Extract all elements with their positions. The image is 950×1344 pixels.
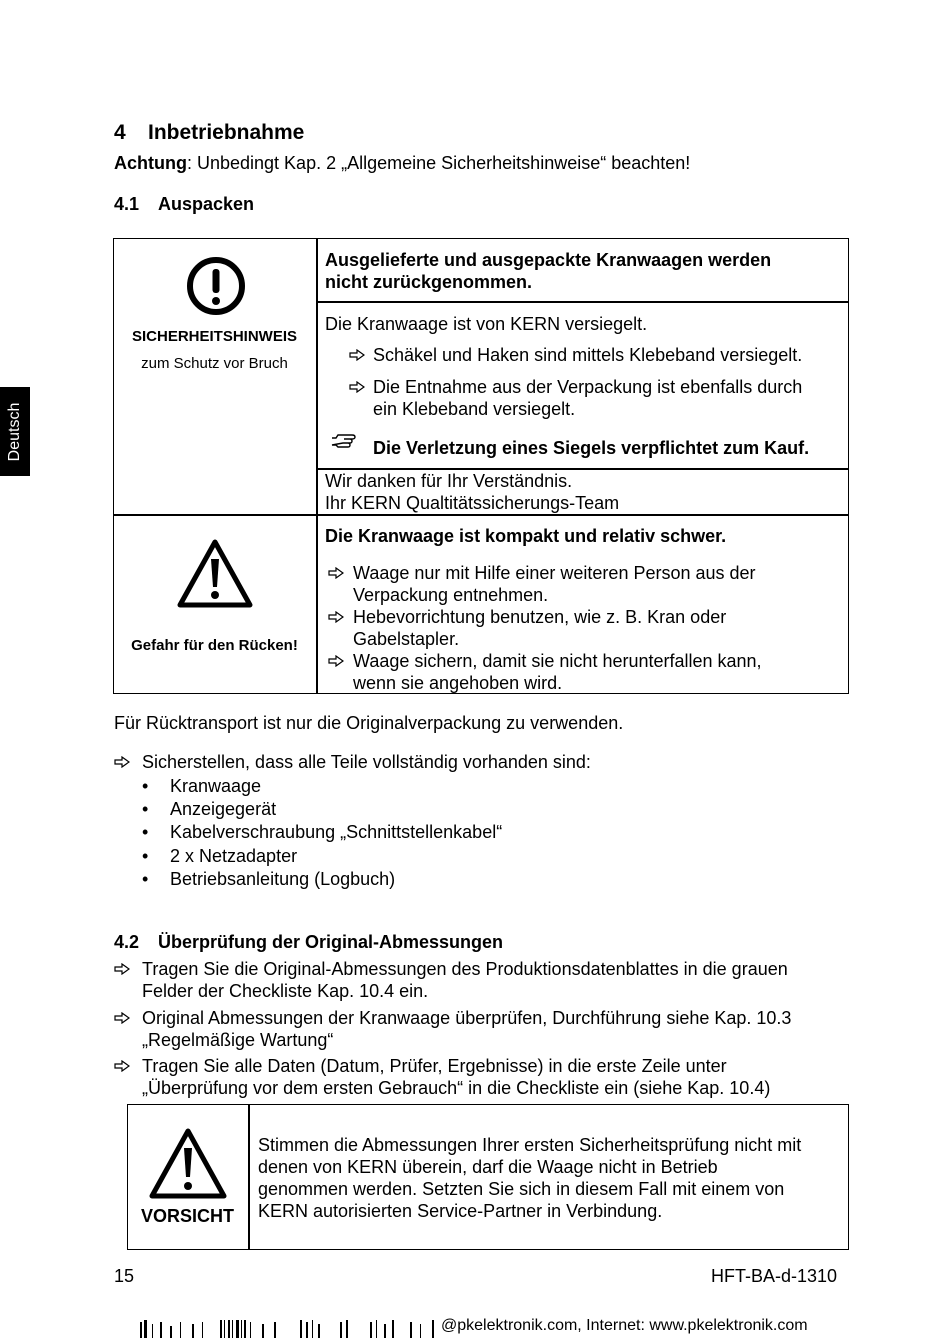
arrow-right-icon [114,756,130,768]
no-return-line2: nicht zurückgenommen. [325,272,533,292]
return-note: Für Rücktransport ist nur die Originalverpackung zu verwenden. [114,713,624,733]
attention-text: : Unbedingt Kap. 2 „Allgemeine Sicherheitshinweise“ beachten! [186,153,691,173]
arrow-right-icon [349,349,365,361]
distributor-stamp-graphic [140,1318,440,1340]
danger-label: Gefahr für den Rücken! [131,637,298,654]
table-divider [316,238,318,694]
arrow-right-icon [114,1060,130,1072]
sealed-item: ein Klebeband versiegelt. [373,399,576,419]
safety-sub: zum Schutz vor Bruch [141,355,288,372]
attention-note [114,152,690,174]
sealed-item: Die Entnahme aus der Verpackung ist ebenfalls durch [373,377,803,397]
heavy-item: Gabelstapler. [353,629,460,649]
arrow-right-icon [114,1012,130,1024]
caution-line: denen von KERN überein, darf die Waage nicht in Betrieb [258,1157,718,1177]
step-line: Tragen Sie die Original-Abmessungen des Produktionsdatenblattes in die grauen [142,959,788,979]
document-id: HFT-BA-d-1310 [710,1266,837,1286]
subsection-number: 4.2 [114,932,140,952]
sealed-item: Schäkel und Haken sind mittels Klebeband versiegelt. [373,345,803,365]
caution-line: genommen werden. Setzten Sie sich in diesem Fall mit einem von [258,1179,785,1199]
subsection-number: 4.1 [114,194,140,214]
thanks-line2: Ihr KERN Qualtitätssicherungs-Team [325,493,620,513]
subsection-heading-dimensions [114,932,503,953]
arrow-right-icon [114,963,130,975]
caution-divider [248,1104,250,1250]
table-row-divider [316,301,849,303]
warning-triangle-icon [175,537,255,611]
heavy-item: Verpackung entnehmen. [353,585,549,605]
exclamation-circle-icon [185,255,247,317]
subsection-heading-unpacking [114,194,254,215]
heavy-item: Hebevorrichtung benutzen, wie z. B. Kran oder [353,607,727,627]
step-line: „Regelmäßige Wartung“ [142,1030,334,1050]
language-tab [0,387,30,476]
thanks-line1: Wir danken für Ihr Verständnis. [325,471,573,491]
step-line: Original Abmessungen der Kranwaage überprüfen, Durchführung siehe Kap. 10.3 [142,1008,792,1028]
step-line: Tragen Sie alle Daten (Datum, Prüfer, Ergebnisse) in die erste Zeile unter [142,1056,727,1076]
caution-line: Stimmen die Abmessungen Ihrer ersten Sicherheitsprüfung nicht mit [258,1135,802,1155]
contact-line: @pkelektronik.com, Internet: www.pkelektronik.com [441,1317,808,1334]
heavy-title: Die Kranwaage ist kompakt und relativ schwer. [325,526,727,546]
sealed-intro: Die Kranwaage ist von KERN versiegelt. [325,314,648,334]
page-number: 15 [114,1266,135,1286]
pointing-hand-icon [330,432,358,450]
arrow-right-icon [328,611,344,623]
arrow-right-icon [328,567,344,579]
seal-note: Die Verletzung eines Siegels verpflichtet zum Kauf. [373,438,810,458]
arrow-right-icon [328,655,344,667]
heavy-item: wenn sie angehoben wird. [353,673,563,693]
caution-label: VORSICHT [140,1206,234,1226]
section-number: 4 [114,121,126,144]
safety-label: SICHERHEITSHINWEIS [131,328,297,345]
no-return-line1: Ausgelieferte und ausgepackte Kranwaagen werden [325,250,772,270]
attention-label: Achtung [114,153,187,173]
language-tab-label: Deutsch [6,402,23,461]
subsection-title: Auspacken [158,194,255,214]
section-title: Inbetriebnahme [148,121,305,144]
subsection-title: Überprüfung der Original-Abmessungen [158,932,504,952]
table-row-divider [113,514,849,516]
step-line: Felder der Checkliste Kap. 10.4 ein. [142,981,429,1001]
heavy-item: Waage sichern, damit sie nicht herunterfallen kann, [353,651,762,671]
warning-triangle-icon [147,1126,229,1202]
section-heading [114,121,304,145]
step-line: „Überprüfung vor dem ersten Gebrauch“ in die Checkliste ein (siehe Kap. 10.4) [142,1078,771,1098]
check-intro: Sicherstellen, dass alle Teile vollständig vorhanden sind: [142,752,591,772]
caution-line: KERN autorisierten Service-Partner in Verbindung. [258,1201,663,1221]
arrow-right-icon [349,381,365,393]
heavy-item: Waage nur mit Hilfe einer weiteren Person aus der [353,563,756,583]
